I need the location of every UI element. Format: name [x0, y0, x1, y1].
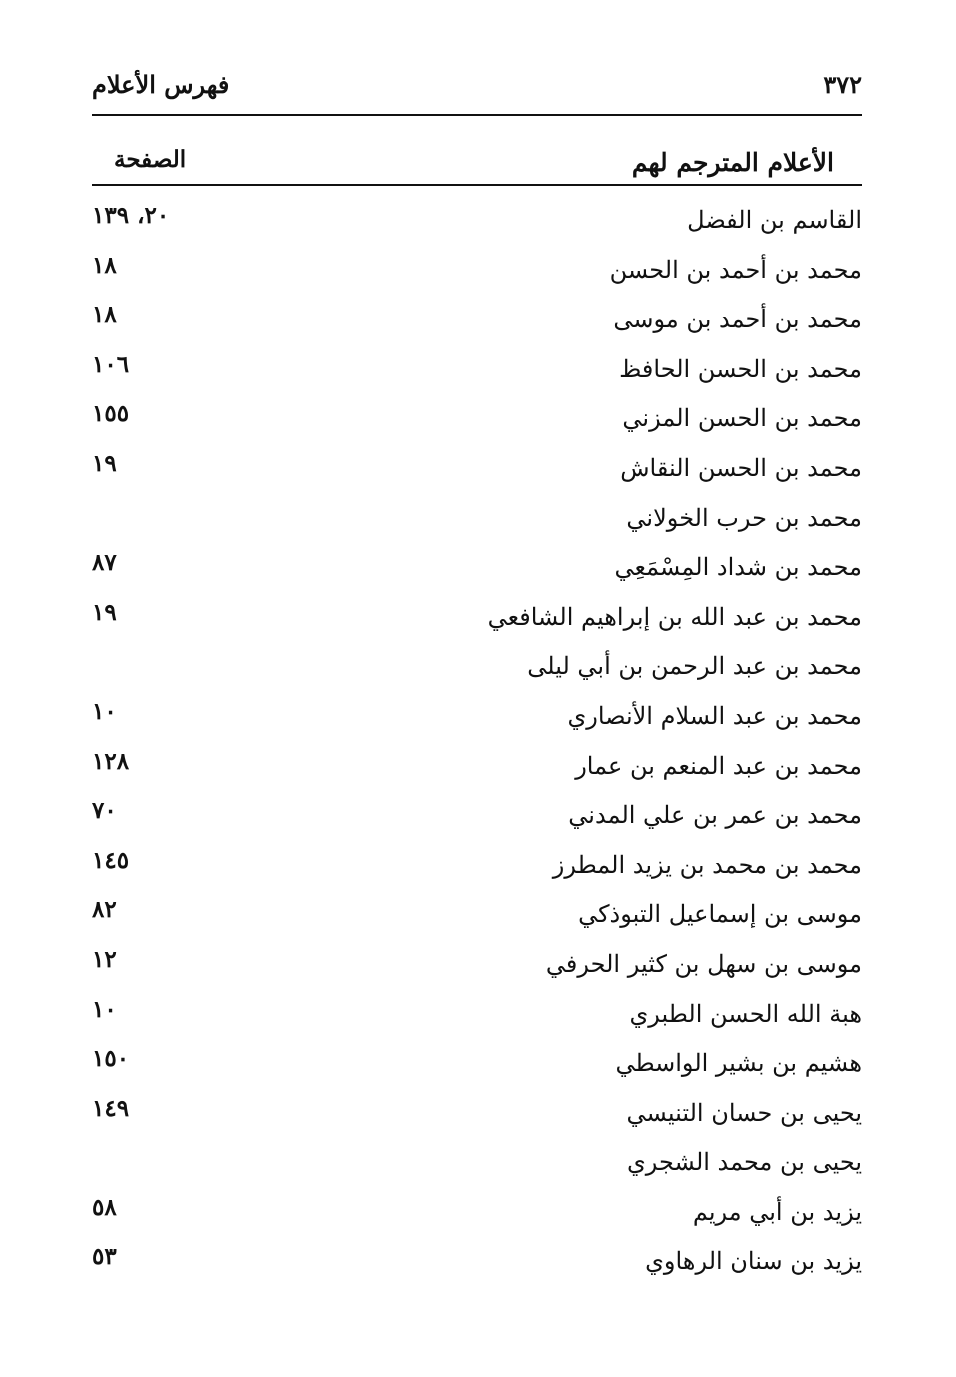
running-title: فهرس الأعلام	[92, 70, 230, 99]
entry-pages: ١٩	[92, 449, 117, 477]
entry-name: محمد بن الحسن الحافظ	[619, 354, 862, 383]
index-entry	[92, 196, 862, 246]
entry-name: محمد بن عبد الله بن إبراهيم الشافعي	[487, 602, 862, 631]
index-entry	[92, 1138, 862, 1188]
entry-pages: ١٨	[92, 301, 117, 329]
entry-pages: ١٢	[92, 945, 117, 973]
entry-name: محمد بن حرب الخولاني	[626, 503, 862, 532]
entry-name: هبة الله الحسن الطبري	[629, 999, 862, 1028]
entry-pages: ١٠٦	[92, 350, 130, 378]
index-entry	[92, 791, 862, 841]
entry-name: محمد بن عبد المنعم بن عمار	[575, 751, 862, 780]
pages-column-heading: الصفحة	[114, 146, 187, 173]
names-column-heading: الأعلام المترجم لهم	[631, 148, 834, 177]
column-header	[92, 138, 862, 186]
entry-pages: ٨٧	[92, 549, 117, 577]
entry-name: يزيد بن أبي مريم	[692, 1197, 862, 1226]
index-entry	[92, 990, 862, 1040]
entry-pages: ١٤٥	[92, 846, 130, 874]
index-entry	[92, 841, 862, 891]
index-entries-list	[92, 196, 862, 1287]
entry-name: محمد بن أحمد بن موسى	[613, 305, 862, 334]
entry-name: يزيد بن سنان الرهاوي	[645, 1247, 862, 1276]
entry-pages: ١٤٩	[92, 1094, 130, 1122]
entry-pages: ٥٨	[92, 1193, 117, 1221]
index-entry	[92, 742, 862, 792]
entry-pages: ١٥٥	[92, 400, 130, 428]
index-entry	[92, 295, 862, 345]
index-entry	[92, 940, 862, 990]
entry-name: موسى بن سهل بن كثير الحرفي	[545, 949, 862, 978]
index-entry	[92, 543, 862, 593]
index-entry	[92, 246, 862, 296]
entry-name: محمد بن عبد الرحمن بن أبي ليلى	[527, 652, 862, 681]
index-entry	[92, 494, 862, 544]
entry-name: محمد بن الحسن المزني	[622, 404, 862, 433]
entry-name: محمد بن عبد السلام الأنصاري	[567, 701, 862, 730]
index-entry	[92, 642, 862, 692]
index-entry	[92, 1237, 862, 1287]
page-number: ٣٧٢	[823, 70, 862, 99]
entry-pages: ١٠	[92, 995, 117, 1023]
entry-pages: ١٥٠	[92, 1045, 130, 1073]
entry-name: القاسم بن الفضل	[687, 206, 862, 234]
index-entry	[92, 890, 862, 940]
entry-name: محمد بن شداد المِسْمَعِي	[614, 553, 862, 582]
entry-name: محمد بن أحمد بن الحسن	[609, 255, 862, 284]
entry-name: هشيم بن بشير الواسطي	[615, 1049, 862, 1078]
entry-pages: ١٩	[92, 598, 117, 626]
entry-pages: ٧٠	[92, 797, 117, 825]
entry-pages: ٢٠، ١٣٩	[92, 202, 170, 229]
index-entry	[92, 1039, 862, 1089]
entry-pages: ١٨	[92, 251, 117, 279]
entry-name: يحيى بن محمد الشجري	[627, 1148, 862, 1177]
page-header	[92, 64, 862, 116]
entry-name: محمد بن الحسن النقاش	[620, 453, 862, 482]
index-entry	[92, 692, 862, 742]
index-entry	[92, 593, 862, 643]
index-entry	[92, 1089, 862, 1139]
index-entry	[92, 444, 862, 494]
index-entry	[92, 1188, 862, 1238]
entry-name: يحيى بن حسان التنيسي	[626, 1098, 862, 1127]
entry-pages: ١٢٨	[92, 747, 130, 775]
entry-name: محمد بن عمر بن علي المدني	[568, 801, 862, 830]
entry-pages: ٥٣	[92, 1243, 117, 1271]
entry-pages: ١٠	[92, 697, 117, 725]
index-entry	[92, 345, 862, 395]
entry-name: موسى بن إسماعيل التبوذكي	[578, 900, 862, 929]
index-entry	[92, 394, 862, 444]
entry-name: محمد بن محمد بن يزيد المطرز	[552, 850, 862, 879]
entry-pages: ٨٢	[92, 896, 117, 924]
